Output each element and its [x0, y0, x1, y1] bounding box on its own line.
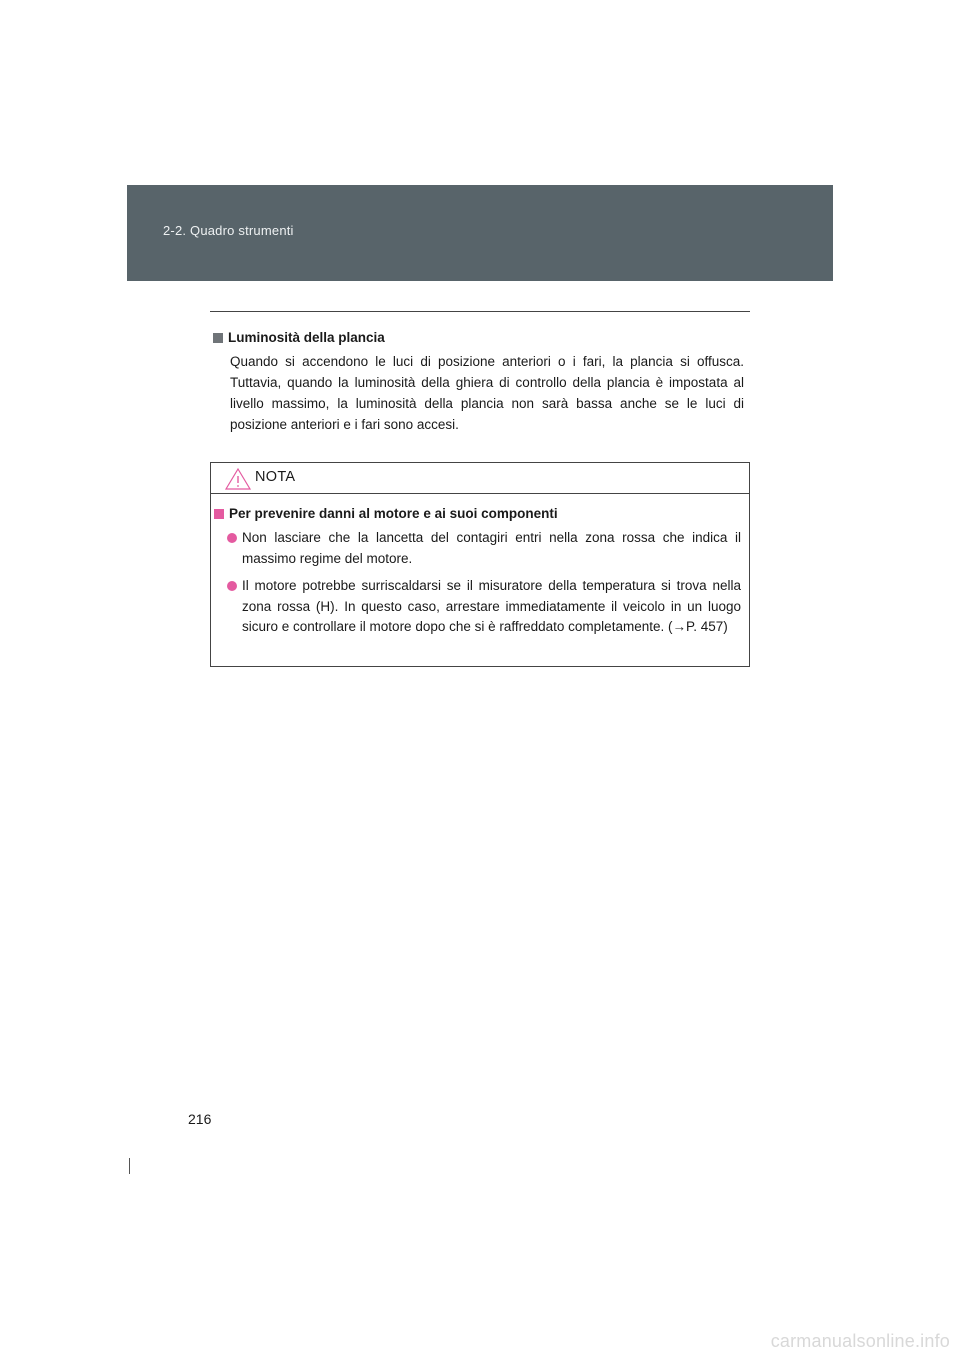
brightness-paragraph: Quando si accendono le luci di posizione anteriori o i fari, la plancia si offusca. Tuttavia, quando la luminosità della ghiera di controllo della plancia è impostata al livello massimo, la luminosità della plancia non sarà bassa anche se le luci di posizione anteriori e i fari sono accesi.: [230, 354, 744, 432]
list-item: [227, 576, 741, 638]
nota-heading-text: Per prevenire danni al motore e ai suoi componenti: [229, 506, 558, 521]
round-bullet-icon: [227, 533, 237, 543]
header-band: [127, 185, 833, 281]
watermark: carmanualsonline.info: [770, 1331, 950, 1351]
brightness-section: [213, 327, 744, 435]
bullet-text: Il motore potrebbe surriscaldarsi se il misuratore della temperatura si trova nella zona rossa (H). In questo caso, arrestare immediatamente il veicolo in un luogo sicuro e controllare il motore dopo che si è raffreddato completamente. (→P. 457): [242, 578, 741, 634]
margin-mark: [129, 1158, 130, 1174]
list-item: [227, 528, 741, 569]
warning-triangle-icon: [224, 467, 252, 491]
round-bullet-icon: [227, 581, 237, 591]
nota-heading: [214, 503, 741, 525]
square-bullet-icon: [214, 509, 224, 519]
nota-title: NOTA: [255, 469, 296, 485]
nota-header: [211, 463, 749, 494]
brightness-heading: [213, 327, 744, 349]
section-label: 2-2. Quadro strumenti: [163, 223, 294, 238]
page-number: 216: [188, 1111, 212, 1127]
nota-body: [211, 494, 749, 638]
square-bullet-icon: [213, 333, 223, 343]
brightness-heading-text: Luminosità della plancia: [228, 330, 385, 345]
nota-box: [210, 462, 750, 667]
bullet-text: Non lasciare che la lancetta del contagiri entri nella zona rossa che indica il massimo regime del motore.: [242, 530, 741, 566]
top-divider: [210, 311, 750, 312]
